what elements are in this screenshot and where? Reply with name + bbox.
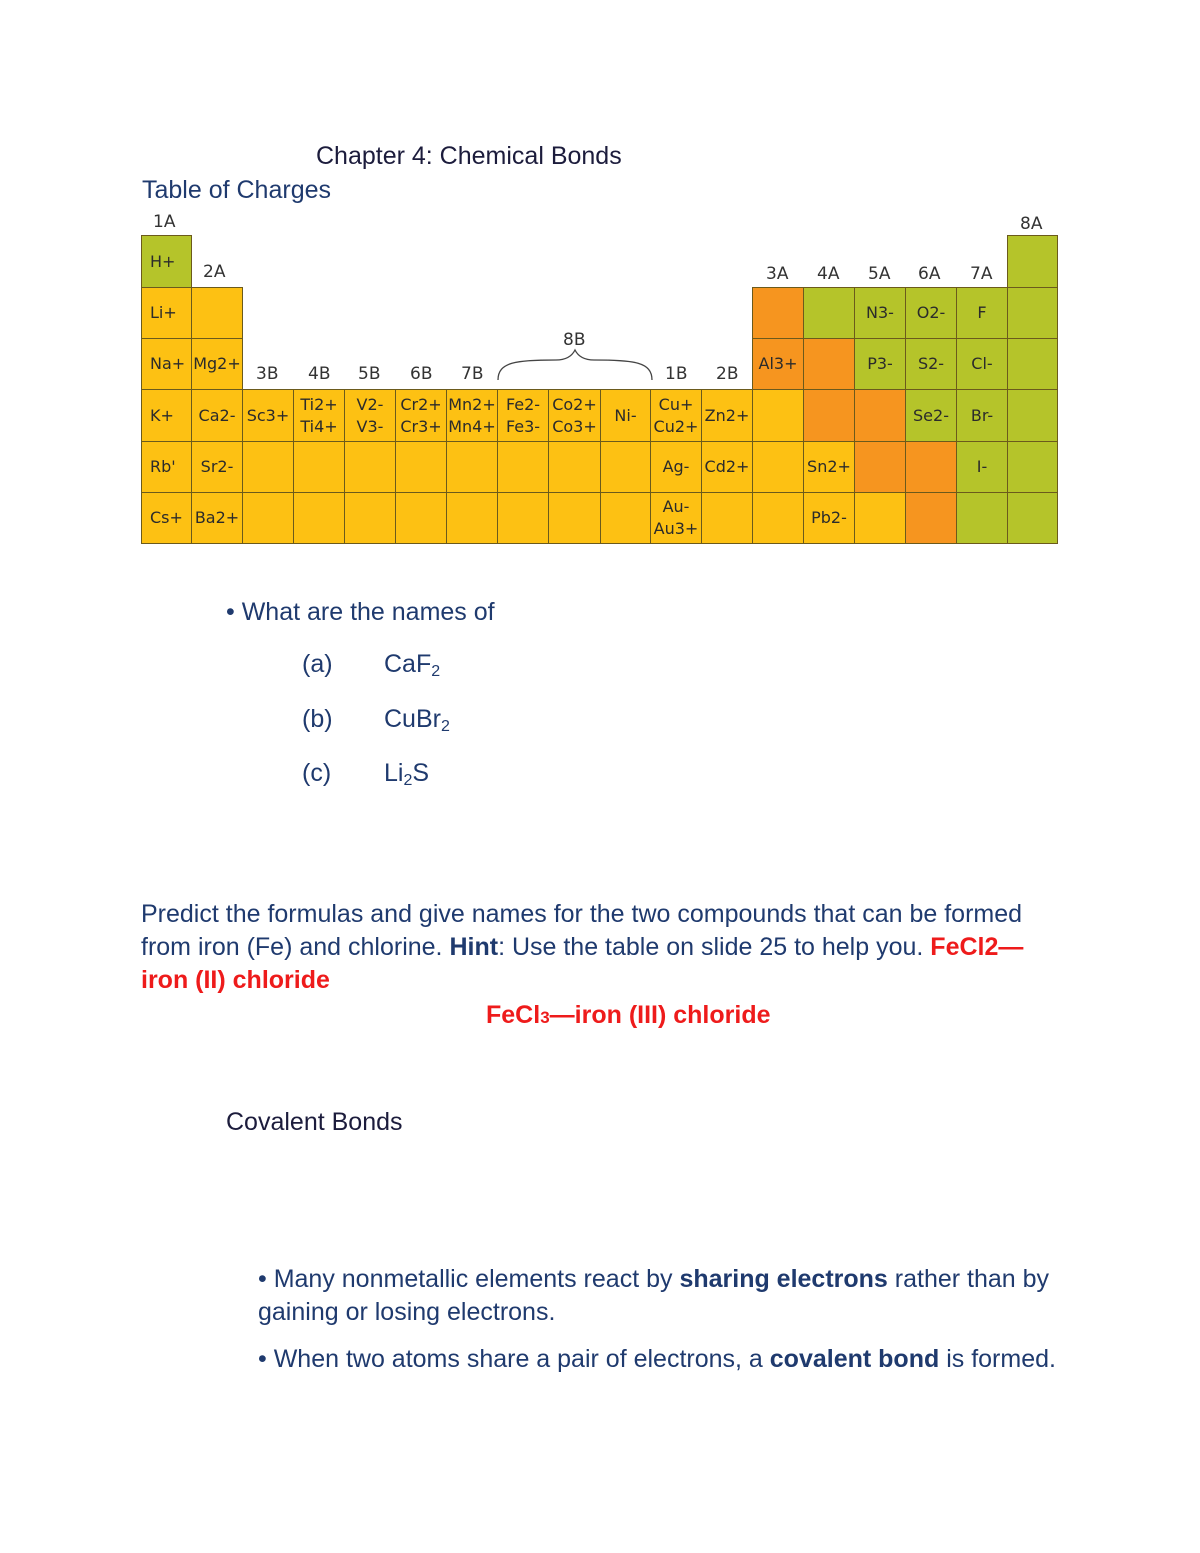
ion-label: V3- [356,416,384,436]
group-label-5a: 5A [868,264,891,284]
cell-mn [446,389,498,442]
cell-i [956,441,1008,493]
ion-label: S2- [917,354,945,373]
cell-ta [344,492,396,544]
cell-mo [395,441,447,493]
cell-al [752,338,804,390]
cell-na [141,338,192,390]
formula-subscript: 2 [440,718,450,735]
ion-label: Cu2+ [653,416,699,436]
ion-label: P3- [867,354,893,373]
formula-text: CaF [384,650,432,678]
formula-text: CuBr [384,705,441,733]
ion-label: Co2+ [552,394,597,414]
answer-fecl3 [486,999,771,1034]
cell-ag [650,441,702,493]
group-label-7b: 7B [461,364,484,384]
table-subtitle: Table of Charges [142,176,332,204]
group-label-4b: 4B [308,364,331,384]
answer-text: FeCl [486,1001,541,1029]
cell-sn [803,441,855,493]
cell-at [956,492,1008,544]
group-label-8b: 8B [563,330,586,350]
ion-label: Au- [662,497,690,516]
cell-sr [191,441,243,493]
page-title: Chapter 4: Chemical Bonds [316,142,622,170]
cell-kr [1007,389,1058,442]
ion-label: Rb' [150,457,176,476]
cell-pd [600,441,651,493]
cell-nb [344,441,396,493]
formula-text: Li [384,759,404,787]
ion-label: Ti2+ [300,394,338,414]
cell-bi [854,492,906,544]
covalent-bullet-2 [258,1343,1078,1376]
ion-label: Cs+ [150,508,183,527]
group-label-2b: 2B [716,364,739,384]
cell-c [803,287,855,339]
cell-ga [752,389,804,442]
cell-cl [956,338,1008,390]
cell-ba [191,492,243,544]
ion-label: Sn2+ [807,457,851,476]
ion-label: Fe3- [505,416,541,436]
ion-label: Al3+ [758,354,798,373]
cell-re [446,492,498,544]
ion-label: Ba2+ [194,508,240,527]
ion-label: Cu+ [658,394,694,414]
cell-be [191,287,243,339]
cell-p [854,338,906,390]
cell-pb [803,492,855,544]
cell-pt [600,492,651,544]
cell-he [1007,235,1058,288]
cell-rb [141,441,192,493]
answer-fecl2: FeCl2—iron (II) chloride [141,933,1024,994]
group-label-1b: 1B [665,364,688,384]
question-c-formula [384,759,429,790]
predict-text: Predict the formulas and give names for the two compounds that can be formed from iron (Fe) and chlorine. [141,900,1023,961]
cell-f [956,287,1008,339]
ion-label: Ag- [662,457,690,476]
cell-h [141,235,192,288]
formula-text: S [412,759,430,787]
cell-as [854,389,906,442]
question-a-formula [384,650,440,681]
group-label-7a: 7A [970,264,993,284]
question-c-label: (c) [302,759,332,787]
ion-label: Ti4+ [300,416,338,436]
cell-hg [701,492,753,544]
table-of-charges [0,0,1200,560]
cell-v [344,389,396,442]
bullet-bold: covalent bond [769,1345,940,1373]
cell-fe [497,389,549,442]
group-label-6a: 6A [918,264,941,284]
cell-cr [395,389,447,442]
group-label-3a: 3A [766,264,789,284]
group-label-3b: 3B [256,364,279,384]
formula-subscript: 2 [431,663,441,680]
cell-te [905,441,957,493]
ion-label: Sc3+ [246,405,290,425]
ion-label: N3- [866,303,894,322]
cell-w [395,492,447,544]
cell-mg [191,338,243,390]
group-label-5b: 5B [358,364,381,384]
ion-label: Mn4+ [448,416,496,436]
cell-sb [854,441,906,493]
ion-label: Li+ [150,303,177,322]
cell-os [497,492,549,544]
ion-label: F [977,303,987,322]
cell-co [548,389,601,442]
ion-label: I- [976,457,988,476]
cell-br [956,389,1008,442]
ion-label: Br- [970,405,994,425]
bullet-text: • When two atoms share a pair of electrons, a [258,1345,770,1373]
cell-rh [548,441,601,493]
group-label-1a: 1A [153,212,176,232]
ion-label: Se2- [913,405,949,425]
question-b-label: (b) [302,705,333,733]
ion-label: Cd2+ [704,457,750,476]
cell-rn [1007,492,1058,544]
cell-ni [600,389,651,442]
cell-po [905,492,957,544]
cell-hf [293,492,345,544]
cell-cu [650,389,702,442]
answer-subscript: 3 [540,1008,550,1027]
answer-text: —iron (III) chloride [549,1001,771,1029]
ion-label: H+ [150,251,176,271]
cell-b [752,287,804,339]
predict-paragraph [141,898,1061,997]
cell-ca [191,389,243,442]
ion-label: Cr2+ [400,394,442,414]
cell-cs [141,492,192,544]
ion-label: V2- [356,394,384,414]
cell-zn [701,389,753,442]
ion-label: O2- [916,303,946,322]
ion-label: Cl- [971,354,993,373]
ion-label: Mn2+ [448,394,496,414]
ion-label: Mg2+ [193,354,241,373]
cell-sc [242,389,294,442]
cell-au [650,492,702,544]
cell-n [854,287,906,339]
question-intro: • What are the names of [226,598,495,626]
predict-text: : Use the table on slide 25 to help you. [498,933,931,961]
cell-in [752,441,804,493]
formula-subscript: 2 [403,772,413,789]
group-8b-brace [496,348,654,382]
ion-label: Sr2- [200,457,234,476]
bullet-bold: sharing electrons [679,1265,888,1293]
ion-label: Ca2- [198,405,236,425]
cell-k [141,389,192,442]
cell-ne [1007,287,1058,339]
ion-label: Au3+ [653,519,699,538]
question-a-label: (a) [302,650,333,678]
ion-label: Pb2- [811,508,847,527]
ion-label: Cr3+ [400,416,442,436]
cell-ir [548,492,601,544]
ion-label: Co3+ [552,416,597,436]
ion-label: Na+ [150,354,186,373]
cell-cd [701,441,753,493]
cell-y [242,441,294,493]
group-label-8a: 8A [1020,214,1043,234]
cell-ru [497,441,549,493]
cell-s [905,338,957,390]
group-label-2a: 2A [203,262,226,282]
cell-xe [1007,441,1058,493]
cell-se [905,389,957,442]
ion-label: K+ [150,405,174,425]
ion-label: Zn2+ [704,405,750,425]
cell-ti [293,389,345,442]
question-b-formula [384,705,450,736]
cell-ge [803,389,855,442]
cell-o [905,287,957,339]
bullet-text: is formed. [939,1345,1056,1373]
cell-lu [242,492,294,544]
bullet-text: rather than by gaining or losing electrons. [258,1265,1050,1326]
covalent-heading: Covalent Bonds [226,1108,403,1136]
cell-tc [446,441,498,493]
cell-tl [752,492,804,544]
hint-label: Hint [449,933,499,961]
bullet-text: • Many nonmetallic elements react by [258,1265,680,1293]
group-label-4a: 4A [817,264,840,284]
ion-label: Fe2- [505,394,541,414]
cell-si [803,338,855,390]
cell-li [141,287,192,339]
cell-zr [293,441,345,493]
covalent-bullet-1 [258,1263,1078,1329]
ion-label: Ni- [614,405,637,425]
group-label-6b: 6B [410,364,433,384]
cell-ar [1007,338,1058,390]
